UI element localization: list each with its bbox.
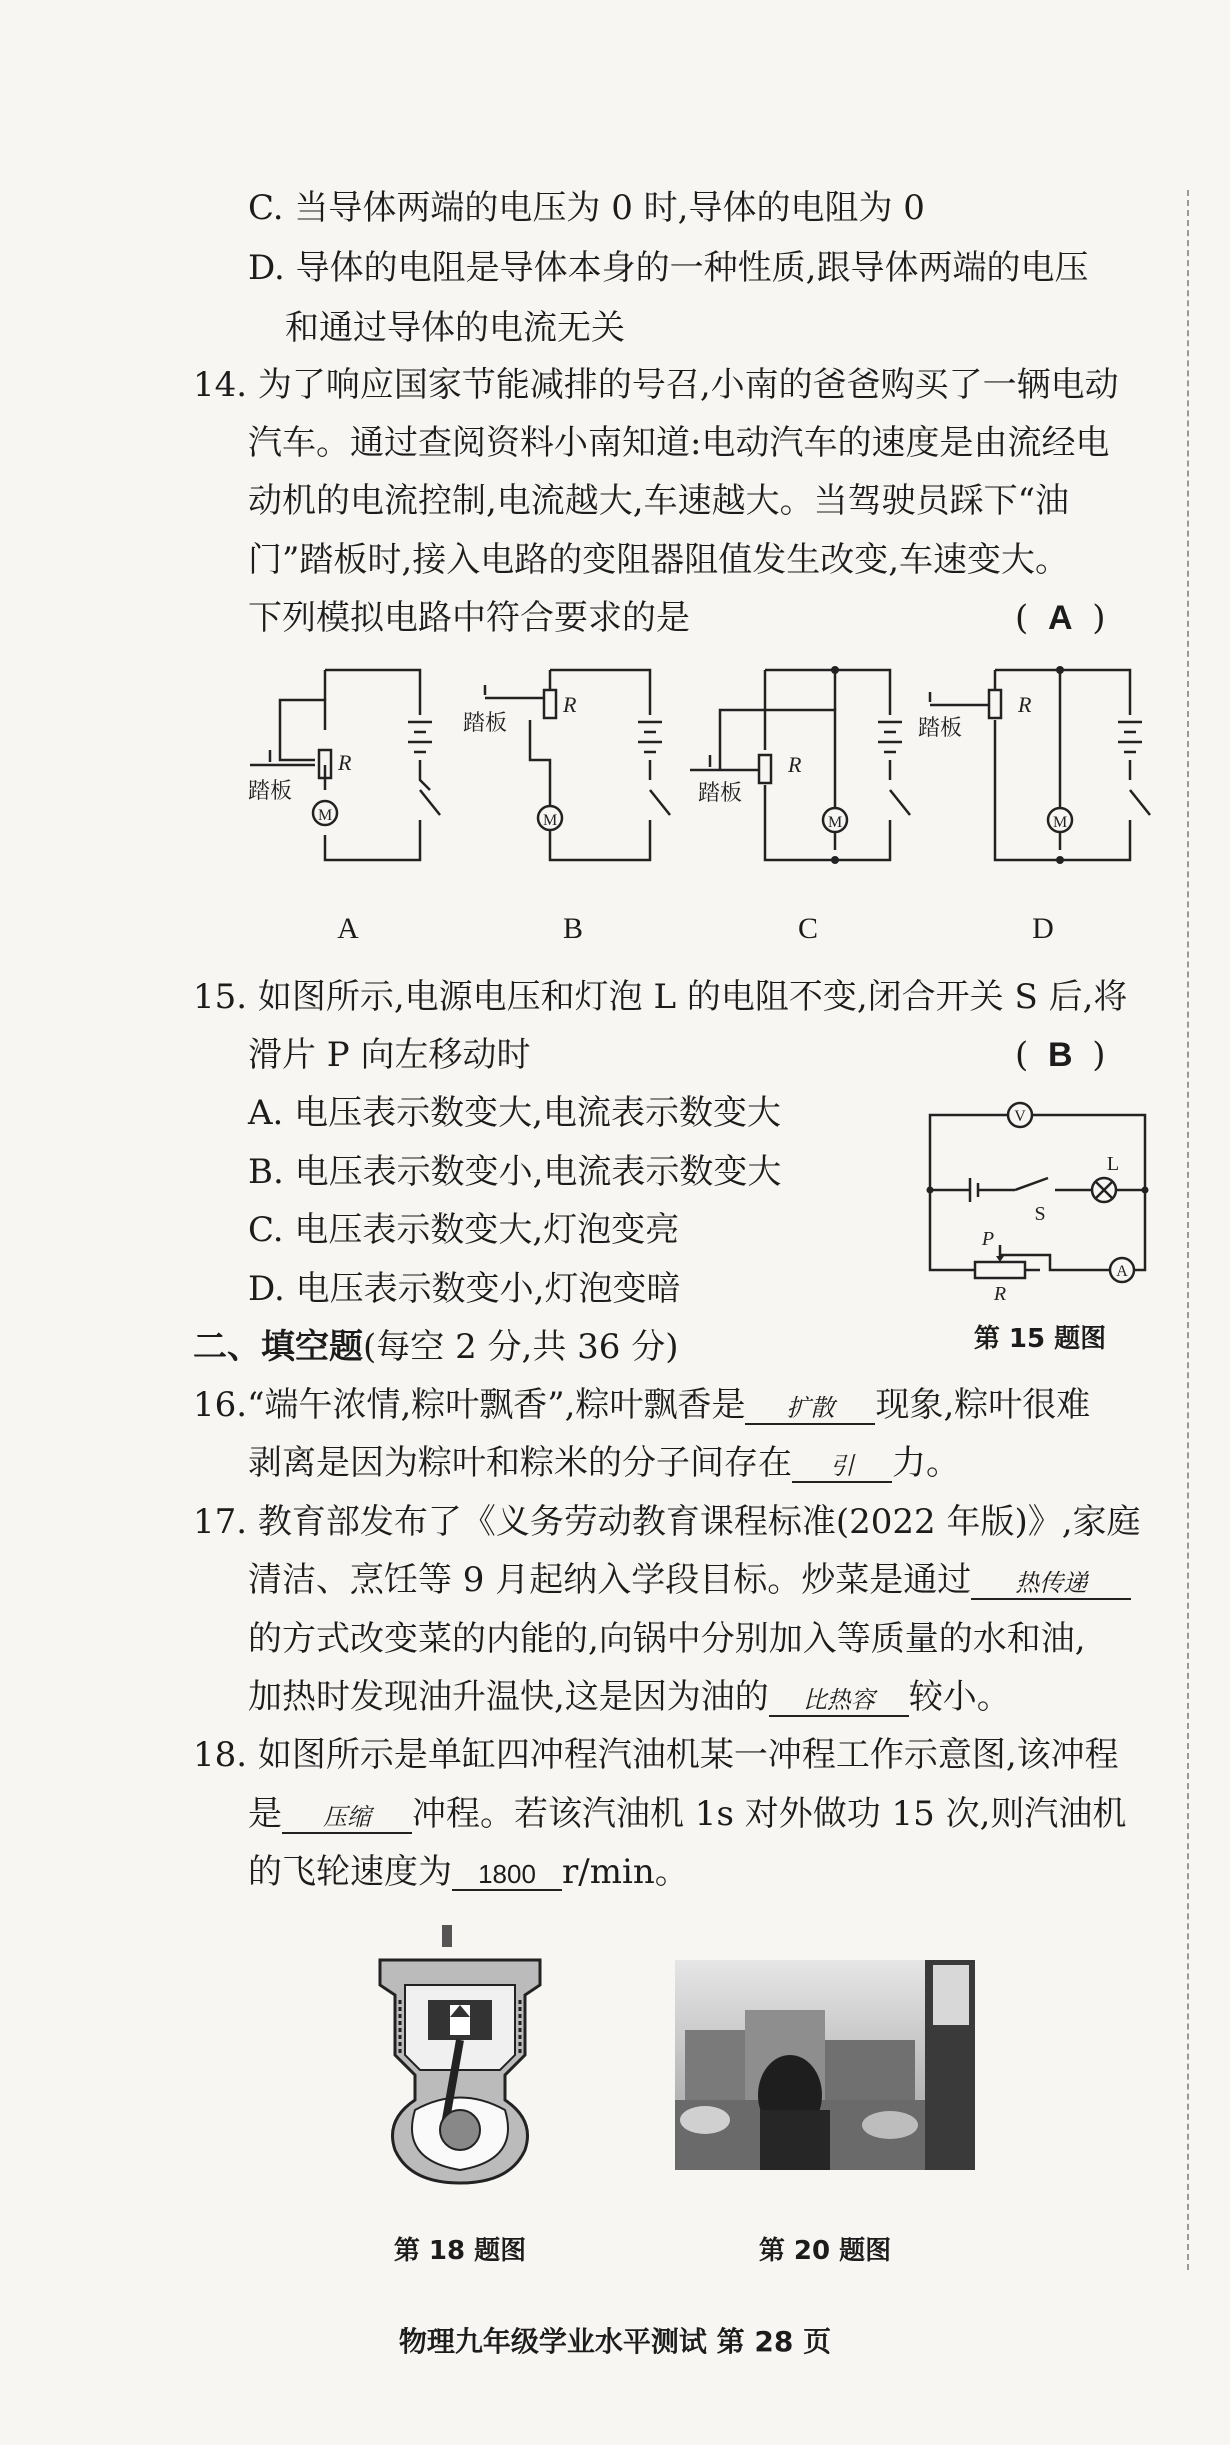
q18-blank-1: 压缩 xyxy=(282,1802,412,1834)
q14-answer: A xyxy=(1047,599,1073,637)
q15-option-c: C. 电压表示数变大,灯泡变亮 xyxy=(248,1210,680,1250)
q18-text-4: r/min。 xyxy=(562,1852,689,1892)
fig20-caption: 第 20 题图 xyxy=(758,2236,892,2266)
m-label-b: M xyxy=(543,812,558,829)
q15-option-a: A. 电压表示数变大,电流表示数变大 xyxy=(248,1093,781,1133)
q15-option-d: D. 电压表示数变小,灯泡变暗 xyxy=(248,1269,681,1309)
fig18-caption: 第 18 题图 xyxy=(393,2236,527,2266)
pedal-label-b: 踏板 xyxy=(463,710,508,735)
q17-line3: 的方式改变菜的内能的,向锅中分别加入等质量的水和油, xyxy=(248,1619,1086,1659)
r-label-b: R xyxy=(563,692,577,717)
page-footer: 物理九年级学业水平测试 第 28 页 xyxy=(398,2325,832,2358)
circuit-label-d: D xyxy=(1032,912,1054,945)
street-photo xyxy=(675,1960,975,2170)
lamp-label: L xyxy=(1106,1153,1120,1175)
q15-answer: B xyxy=(1047,1036,1073,1074)
q14-line3: 动机的电流控制,电流越大,车速越大。当驾驶员踩下“油 xyxy=(248,481,1069,521)
q14-line2: 汽车。通过查阅资料小南知道:电动汽车的速度是由流经电 xyxy=(248,423,1110,463)
q13-option-d-line2: 和通过导体的电流无关 xyxy=(285,308,625,348)
cut-line xyxy=(1187,190,1189,2270)
r-label-c: R xyxy=(788,752,802,777)
circuit-b xyxy=(485,670,670,860)
section-heading xyxy=(193,1327,678,1367)
ammeter-label: A xyxy=(1116,1263,1128,1280)
section-title: 二、填空题 xyxy=(193,1327,363,1367)
q17-text-1: 清洁、烹饪等 9 月起纳入学段目标。炒菜是通过 xyxy=(248,1560,972,1600)
q17-line4 xyxy=(248,1677,1011,1717)
q15-option-b: B. 电压表示数变小,电流表示数变大 xyxy=(248,1152,782,1192)
q15-figure-caption: 第 15 题图 xyxy=(973,1324,1107,1354)
q18-line3 xyxy=(248,1852,689,1892)
circuit-label-c: C xyxy=(797,912,818,945)
switch-label: S xyxy=(1034,1203,1046,1225)
pedal-label-d: 踏板 xyxy=(918,715,963,740)
q15-line2: 滑片 P 向左移动时 xyxy=(248,1035,531,1075)
pedal-label-c: 踏板 xyxy=(698,780,743,805)
q18-text-1: 是 xyxy=(248,1794,282,1834)
pedal-label-a: 踏板 xyxy=(248,778,293,803)
voltmeter-label: V xyxy=(1014,1108,1026,1125)
m-label-a: M xyxy=(318,807,333,824)
section-note: (每空 2 分,共 36 分) xyxy=(363,1327,679,1367)
r-label-a: R xyxy=(338,750,352,775)
q14-line4: 门”踏板时,接入电路的变阻器阻值发生改变,车速变大。 xyxy=(248,540,1069,580)
engine-figure xyxy=(360,1925,560,2185)
q18-line1: 18. 如图所示是单缸四冲程汽油机某一冲程工作示意图,该冲程 xyxy=(193,1735,1119,1775)
q16-line1 xyxy=(193,1385,1090,1425)
circuit-label-b: B xyxy=(562,912,583,945)
q16-blank-1: 扩散 xyxy=(745,1393,875,1425)
q18-blank-2: 1800 xyxy=(452,1859,562,1891)
q16-line2 xyxy=(248,1443,960,1483)
q14-line1: 14. 为了响应国家节能减排的号召,小南的爸爸购买了一辆电动 xyxy=(193,365,1119,405)
q17-line2 xyxy=(248,1560,1131,1600)
q18-text-2: 冲程。若该汽油机 1s 对外做功 15 次,则汽油机 xyxy=(412,1794,1127,1834)
q13-option-d-line1: D. 导体的电阻是导体本身的一种性质,跟导体两端的电压 xyxy=(248,248,1089,288)
q15-circuit-diagram xyxy=(920,1090,1160,1305)
circuit-d xyxy=(930,670,1150,860)
q17-line1: 17. 教育部发布了《义务劳动教育课程标准(2022 年版)》,家庭 xyxy=(193,1502,1141,1542)
rheostat-label: R xyxy=(993,1283,1007,1305)
q15-line1: 15. 如图所示,电源电压和灯泡 L 的电阻不变,闭合开关 S 后,将 xyxy=(193,977,1128,1017)
q17-blank-2: 比热容 xyxy=(769,1685,909,1717)
q17-text-3: 较小。 xyxy=(908,1677,1011,1717)
q16-text-1: 16.“端午浓情,粽叶飘香”,粽叶飘香是 xyxy=(193,1385,746,1425)
slider-label: P xyxy=(981,1228,995,1250)
q17-text-2: 加热时发现油升温快,这是因为油的 xyxy=(248,1677,769,1717)
m-label-d: M xyxy=(1053,814,1068,831)
r-label-d: R xyxy=(1018,692,1032,717)
q13-option-c: C. 当导体两端的电压为 0 时,导体的电阻为 0 xyxy=(248,188,925,228)
q17-blank-1: 热传递 xyxy=(971,1568,1131,1600)
q16-text-2: 现象,粽叶很难 xyxy=(875,1385,1091,1425)
q18-text-3: 的飞轮速度为 xyxy=(248,1852,452,1892)
q16-text-4: 力。 xyxy=(892,1443,960,1483)
q16-text-3: 剥离是因为粽叶和粽米的分子间存在 xyxy=(248,1443,792,1483)
q14-circuit-diagrams xyxy=(230,650,1150,880)
q14-line5: 下列模拟电路中符合要求的是 xyxy=(248,598,690,638)
q15-answer-paren: ( B ) xyxy=(1015,1035,1106,1075)
q14-answer-paren: ( A ) xyxy=(1015,598,1106,638)
q16-blank-2: 引 xyxy=(792,1451,892,1483)
q18-line2 xyxy=(248,1794,1126,1834)
circuit-label-a: A xyxy=(337,912,359,945)
m-label-c: M xyxy=(828,814,843,831)
